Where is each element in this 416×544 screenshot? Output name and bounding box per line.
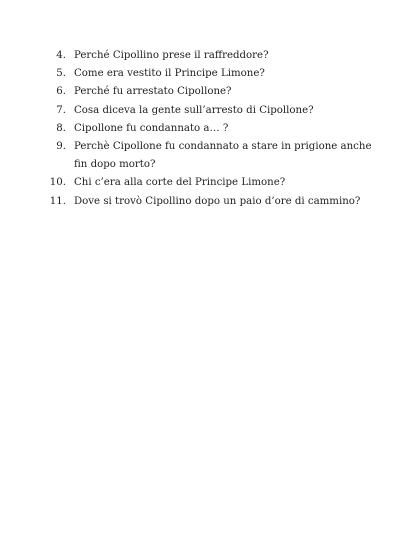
list-item	[40, 102, 380, 120]
question-number: 10.	[49, 177, 66, 189]
question-number: 5.	[56, 68, 66, 80]
list-item	[40, 65, 380, 83]
question-text: Cosa diceva la gente sull’arresto di Cipollone?	[74, 104, 314, 116]
question-text: Perché Cipollino prese il raffreddore?	[74, 50, 269, 61]
question-text: Cipollone fu condannato a… ?	[74, 122, 229, 134]
list-item	[40, 83, 380, 101]
question-text: Perchè Cipollone fu condannato a stare in prigione anche fin dopo morto?	[74, 141, 372, 171]
question-number: 7.	[56, 104, 66, 116]
list-item	[40, 120, 380, 138]
question-number: 4.	[56, 50, 66, 61]
question-number: 9.	[56, 141, 66, 153]
question-text: Chi c’era alla corte del Principe Limone?	[74, 177, 286, 189]
question-number: 8.	[56, 122, 66, 134]
list-item	[40, 174, 380, 192]
question-text: Perché fu arrestato Cipollone?	[74, 86, 232, 98]
question-number: 11.	[49, 195, 66, 207]
question-text: Dove si trovò Cipollino dopo un paio d’ore di cammino?	[74, 195, 361, 207]
question-number: 6.	[56, 86, 66, 98]
list-item	[40, 193, 380, 211]
question-text: Come era vestito il Principe Limone?	[74, 68, 265, 80]
list-item	[40, 138, 380, 174]
list-item	[40, 47, 380, 65]
question-list	[40, 47, 380, 211]
